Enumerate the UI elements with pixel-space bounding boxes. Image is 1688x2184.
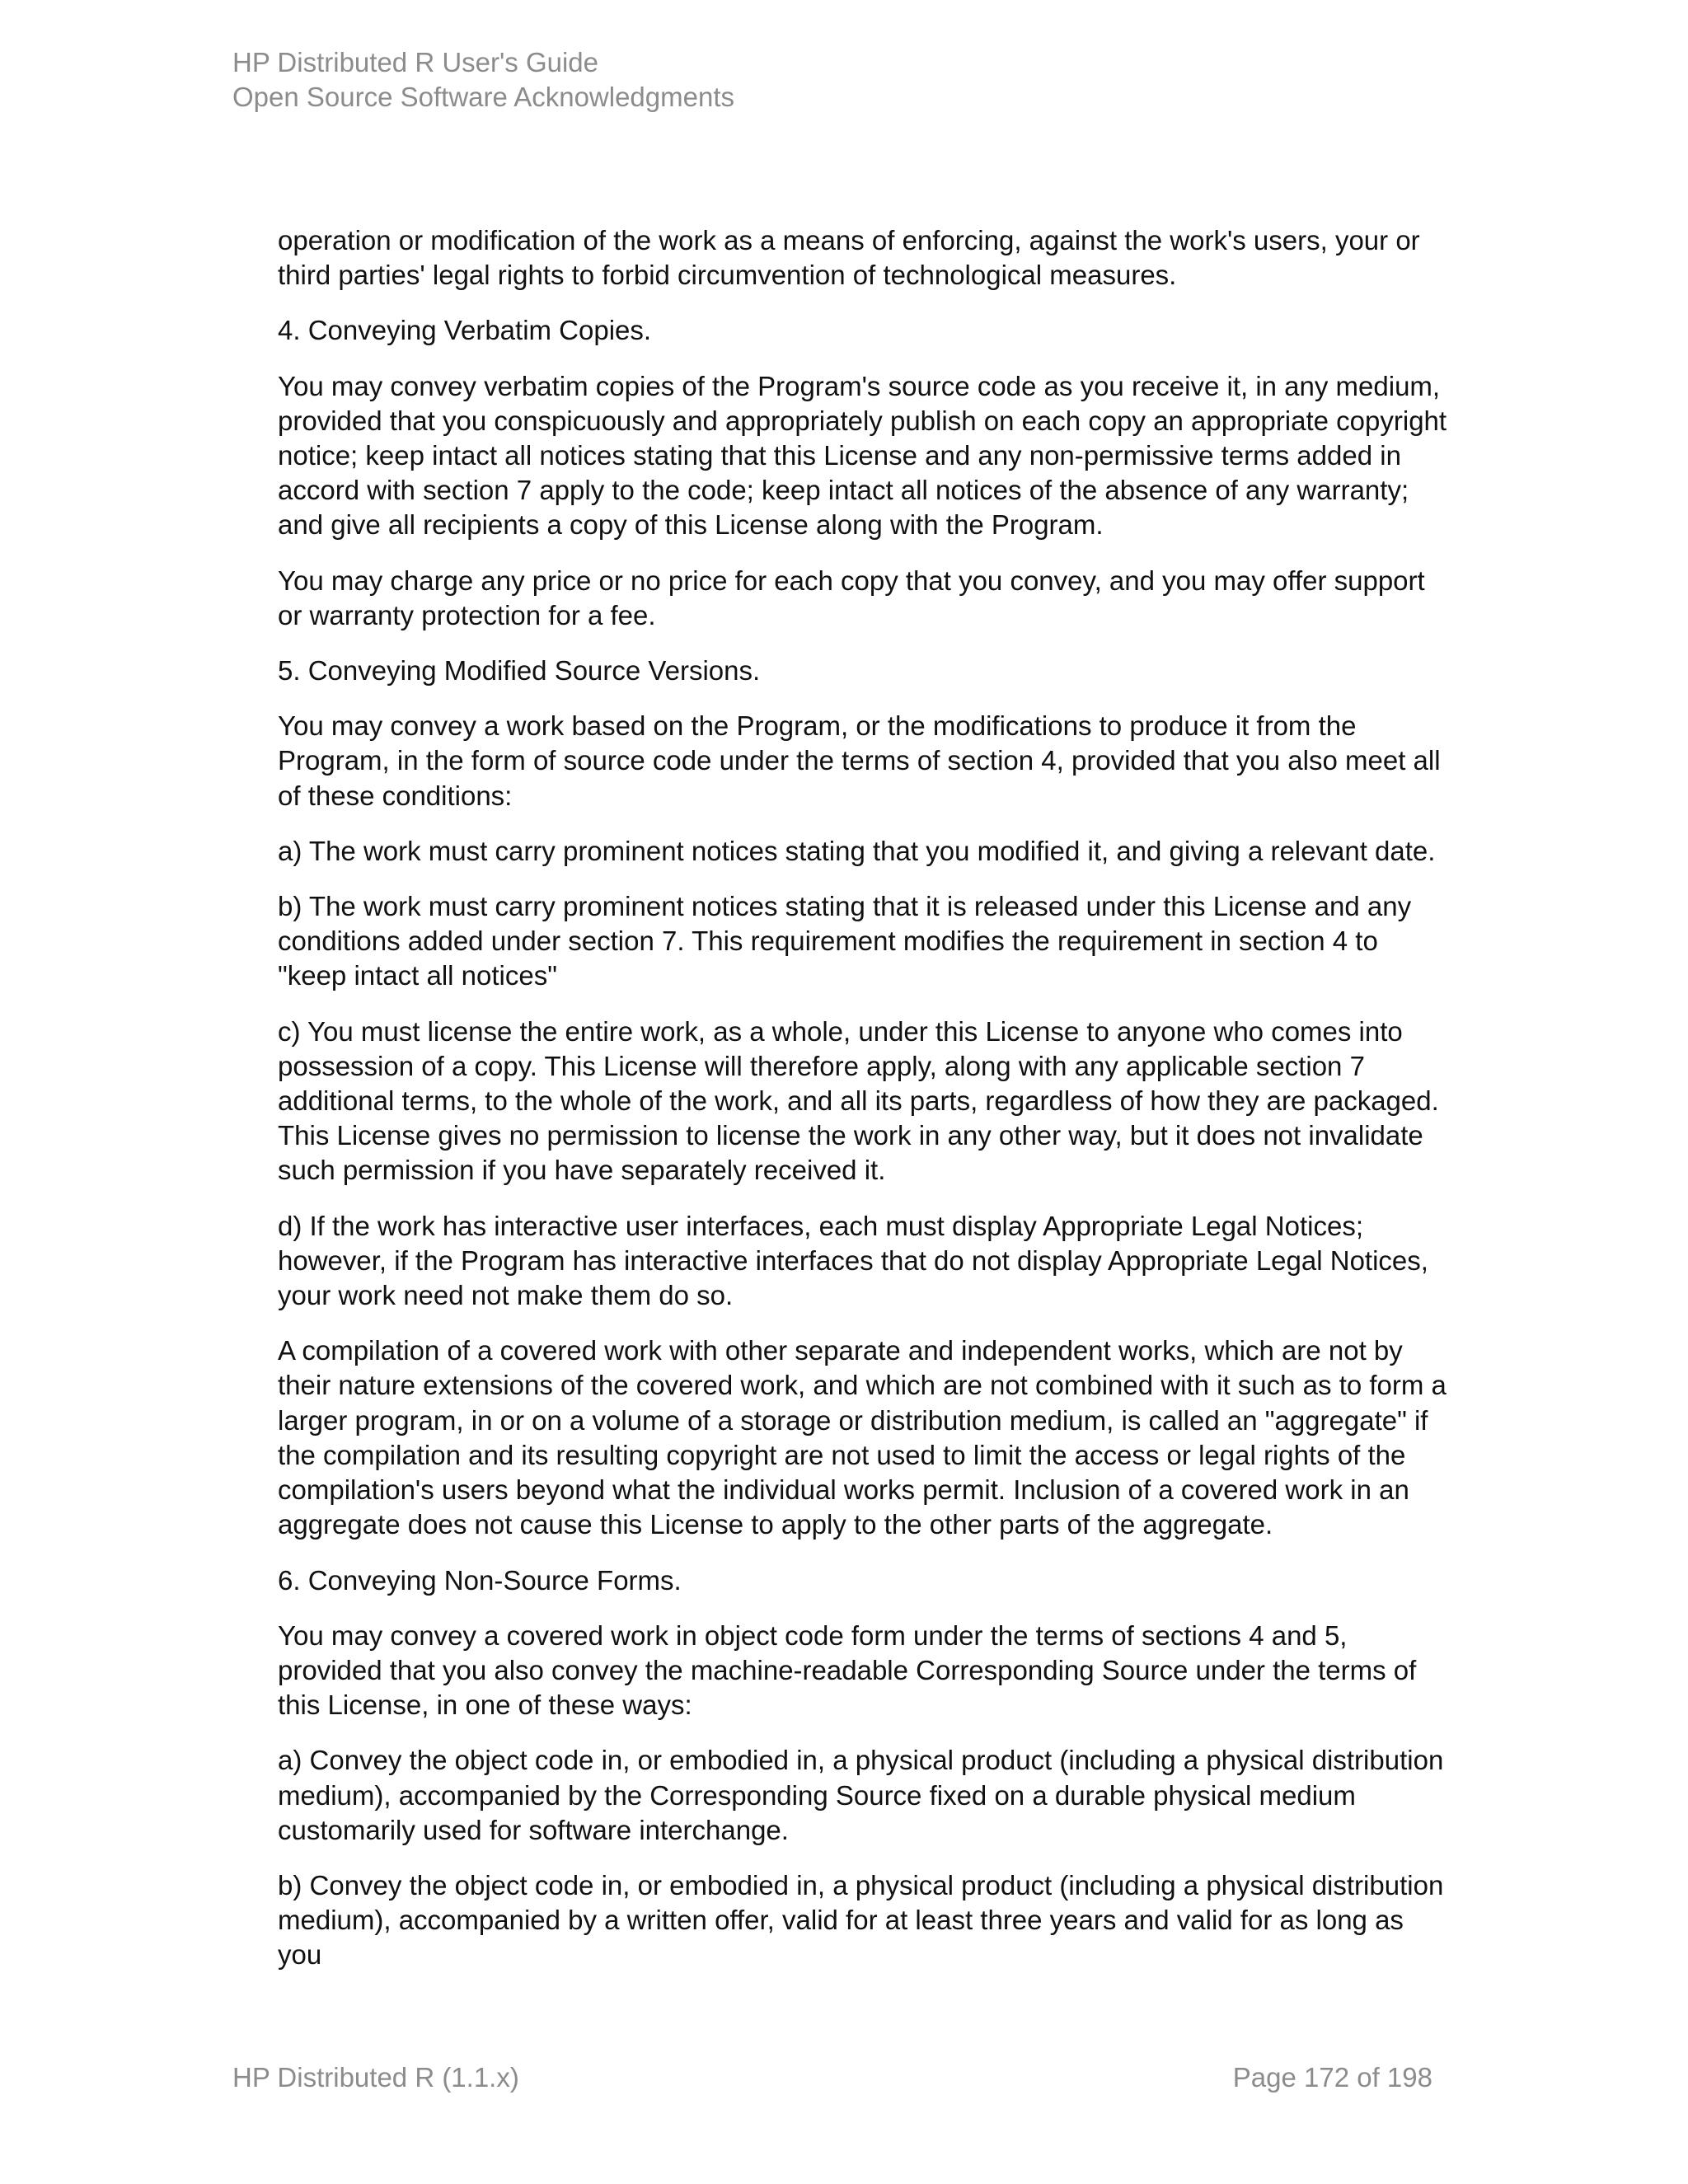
page-number: Page 172 of 198 xyxy=(1232,2062,1432,2093)
footer-product: HP Distributed R (1.1.x) xyxy=(232,2062,519,2093)
page-header xyxy=(232,45,734,115)
condition-item: a) The work must carry prominent notices stating that you modified it, and giving a relevant date. xyxy=(278,835,1436,866)
condition-item: a) Convey the object code in, or embodied in, a physical product (including a physical distribution medium), accompanied by the Corresponding Source fixed on a durable physical medium customarily used for software interchange. xyxy=(278,1745,1444,1845)
paragraph: operation or modification of the work as a means of enforcing, against the work's users, your or third parties' legal rights to forbid circumvention of technological measures. xyxy=(278,225,1420,291)
page-footer xyxy=(232,2060,1432,2095)
paragraph: You may charge any price or no price for each copy that you convey, and you may offer support or warranty protection for a fee. xyxy=(278,565,1425,630)
paragraph: You may convey a covered work in object code form under the terms of sections 4 and 5, provided that you also convey the machine-readable Corresponding Source under the terms of this License, in one of these ways: xyxy=(278,1619,1417,1721)
paragraph: You may convey a work based on the Program, or the modifications to produce it from the Program, in the form of source code under the terms of section 4, provided that you also meet all of these conditions: xyxy=(278,710,1441,811)
condition-item: b) The work must carry prominent notices stating that it is released under this License and any conditions added under section 7. This requirement modifies the requirement in section 4 to "keep intact all notices" xyxy=(278,891,1412,991)
section-heading-5: 5. Conveying Modified Source Versions. xyxy=(278,655,761,687)
paragraph: You may convey verbatim copies of the Program's source code as you receive it, in any medium, provided that you conspicuously and appropriately publish on each copy an appropriate copyright notice; keep intact all notices stating that this License and any non-permissive terms added in accord with section 7 apply to the code; keep intact all notices of the absence of any warranty; and give all recipients a copy of this License along with the Program. xyxy=(278,370,1447,541)
condition-item: c) You must license the entire work, as a whole, under this License to anyone who comes into possession of a copy. This License will therefore apply, along with any applicable section 7 additional terms, to the whole of the work, and all its parts, regardless of how they are packaged. This License gives no permission to license the work in any other way, but it does not invalidate such permission if you have separately received it. xyxy=(278,1015,1439,1186)
condition-item: b) Convey the object code in, or embodied in, a physical product (including a physical distribution medium), accompanied by a written offer, valid for at least three years and valid for as long as you xyxy=(278,1869,1444,1971)
condition-item: d) If the work has interactive user interfaces, each must display Appropriate Legal Notices; however, if the Program has interactive interfaces that do not display Appropriate Legal Notices, your work need not make them do so. xyxy=(278,1210,1428,1311)
document-title: HP Distributed R User's Guide xyxy=(232,47,599,77)
section-title: Open Source Software Acknowledgments xyxy=(232,82,735,112)
section-heading-6: 6. Conveying Non-Source Forms. xyxy=(278,1564,682,1596)
paragraph: A compilation of a covered work with other separate and independent works, which are not by their nature extensions of the covered work, and which are not combined with it such as to form a larger program, in or on a volume of a storage or distribution medium, is called an "aggregate" if the compilation and its resulting copyright are not used to limit the access or legal rights of the compilation's users beyond what the individual works permit. Inclusion of a covered work in an aggregate does not cause this License to apply to the other parts of the aggregate. xyxy=(278,1335,1447,1540)
section-heading-4: 4. Conveying Verbatim Copies. xyxy=(278,315,652,346)
license-text xyxy=(278,223,1448,1994)
